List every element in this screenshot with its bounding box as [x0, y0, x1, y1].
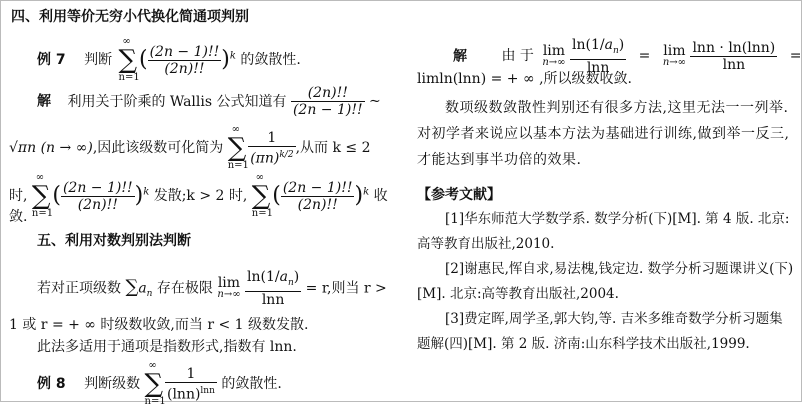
limit-symbol [217, 276, 240, 300]
fraction-one: 1 [248, 130, 295, 147]
right-fraction-1-num: $\ln(1/a_n)$ [570, 37, 626, 60]
simplified-fraction [248, 130, 295, 167]
example-8-prefix: 判断级数 [84, 376, 141, 392]
sum-lower-4: n=1 [251, 208, 273, 219]
fraction-pi-n [248, 147, 295, 167]
you-yu: 由 于 [501, 48, 534, 65]
pi-n: (πn) [250, 150, 280, 167]
wallis-fraction [148, 44, 222, 77]
sum-upper: ∞ [122, 36, 131, 47]
log-test-line-1: 若对正项级数 $\sum a_n$ 存在极限 lim n→∞ $\frac{\ln(1/a_n)}{\ln n}$ = r,则当 r > [37, 269, 387, 308]
section-heading-4: 四、利用等价无穷小代换化简通项判别 [11, 9, 249, 25]
example-7: 例 7 判断 ∞ ∑ n=1 ( $\frac{(2n - 1)!!}{(2n)!!}$ )$^k$ 的敛散性. [37, 36, 301, 83]
wallis-denominator-3: (2n)!! [297, 196, 338, 213]
right-fraction-2-den: lnn [722, 56, 746, 73]
references-title: 【参考文献】 [417, 187, 501, 203]
sum-lower-3: n=1 [31, 208, 54, 219]
solution-line-2 [9, 125, 370, 171]
sum-lower-2: n=1 [227, 160, 249, 171]
summation-5: ∞ ∑ n=1 [144, 360, 166, 407]
eq-r-text: = r,则当 r > [305, 280, 387, 297]
wallis-numerator-3: (2n − 1)!! [282, 179, 353, 196]
power-k-3: k [363, 186, 370, 198]
right-lim-text: lim [542, 43, 566, 60]
converge-tail: 收 [373, 188, 388, 204]
wallis-numerator-2: (2n − 1)!! [62, 179, 133, 196]
log-fraction [245, 269, 301, 308]
section-heading-5: 五、利用对数判别法判断 [37, 233, 191, 249]
wallis-fraction-3 [281, 180, 355, 213]
example-8-suffix: 的敛散性. [221, 376, 282, 392]
right-limit [542, 44, 565, 68]
solution-line-1 [37, 85, 381, 118]
solution-text-3: ,从而 k ≤ 2 [295, 140, 371, 156]
solution-label: 解 [37, 93, 51, 110]
sqrt-expression: √πn (n → ∞) [9, 140, 93, 156]
wallis-numerator: (2n − 1)!! [149, 43, 220, 60]
log-test-text-1: 若对正项级数 [37, 280, 121, 297]
power-k-2: k [143, 186, 150, 198]
k-over-2: k/2 [279, 149, 294, 160]
log-fraction-denominator: lnn [261, 291, 285, 308]
reference-2: [2]谢惠民,恽自求,易法槐,钱定边. 数学分析习题课讲义(下)[M]. 北京:高等教育出版社,2004. [417, 261, 794, 302]
wallis-denominator-2: (2n)!! [77, 196, 118, 213]
sum-upper-5: ∞ [148, 360, 157, 371]
sum-lower-5: n=1 [144, 396, 166, 407]
example-7-prefix: 判断 [84, 52, 113, 68]
wallis-denominator: (2n)!! [164, 60, 205, 77]
example-7-suffix: 的敛散性. [240, 52, 301, 68]
right-ln: ln [571, 37, 586, 53]
diverge-text: 发散;k > 2 时, [153, 188, 248, 204]
right-last-line: limln(lnn) = + ∞ ,所以级数收敛. [417, 71, 632, 87]
sum-upper-4: ∞ [255, 172, 264, 183]
lim-text: lim [217, 275, 241, 292]
solution-text-1: 利用关于阶乘的 Wallis 公式知道有 [67, 93, 287, 110]
ratio-denominator: (2n − 1)!! [292, 102, 363, 118]
sum-upper-2: ∞ [231, 124, 240, 135]
converge-tail-line: 敛. [9, 209, 28, 225]
right-fraction-2-num: lnn · ln(lnn) [692, 39, 776, 56]
right-fraction-1-den: lnn [586, 59, 610, 76]
summation-2: ∞ ∑ n=1 [227, 124, 249, 171]
log-test-text-2: 存在极限 [156, 280, 213, 297]
example-8 [37, 361, 282, 407]
sum-lower: n=1 [118, 72, 140, 83]
sum-upper-3: ∞ [35, 172, 45, 183]
reference-1: [1]华东师范大学数学系. 数学分析(下)[M]. 第 4 版. 北京:高等教育出版社,2010. [417, 211, 790, 252]
log-test-line-3: 此法多适用于通项是指数形式,指数有 lnn. [37, 339, 297, 355]
reference-3: [3]费定晖,周学圣,郭大钧,等. 吉米多维奇数学分析习题集题解(四)[M]. 第 2 版. 济南:山东科学技术出版社,1999. [417, 311, 783, 352]
ratio-numerator: (2n)!! [291, 85, 365, 102]
log-fraction-numerator: $\ln(1/a_n)$ [245, 269, 301, 292]
right-eq-1: = [638, 48, 651, 65]
sim-sign: ~ [369, 93, 381, 110]
wallis-ratio [291, 85, 365, 118]
summation-3: ∞ ∑ n=1 [31, 172, 54, 219]
summation: ∞ ∑ n=1 [118, 36, 140, 83]
example-8-den-base: (lnn) [166, 386, 201, 403]
right-eq-2: = [789, 48, 802, 65]
right-lim-sub: n→∞ [542, 57, 566, 69]
right-solution-label: 解 [453, 48, 467, 65]
right-lim-sub-2: n→∞ [662, 57, 686, 69]
lim-subscript: n→∞ [217, 289, 241, 301]
log-test-line-2: 1 或 r = + ∞ 时级数收敛,而当 r < 1 级数发散. [9, 317, 309, 333]
example-7-label: 例 7 [37, 52, 66, 68]
example-8-den-exp: lnn [200, 385, 215, 396]
example-8-label: 例 8 [37, 376, 66, 392]
a-n: a [138, 280, 147, 297]
power-k: k [229, 50, 236, 62]
wallis-fraction-2 [61, 180, 135, 213]
right-fraction-2 [690, 40, 777, 73]
a-n-2: a [279, 269, 288, 285]
example-8-numerator: 1 [165, 366, 217, 383]
time-text: 时, [9, 188, 28, 204]
right-a-n: a [604, 37, 613, 53]
right-lim-text-2: lim [663, 43, 686, 60]
solution-text-2: ,因此该级数可化简为 [92, 140, 224, 156]
closing-paragraph: 数项级数敛散性判别还有很多方法,这里无法一一列举.对初学者来说应以基本方法为基础进行训练,做到举一反三,才能达到事半功倍的效果. [417, 100, 790, 168]
ln-text: ln [246, 269, 261, 285]
example-8-fraction [165, 366, 217, 403]
solution-line-3: 时, ∞ ∑ n=1 ( $\frac{(2n - 1)!!}{(2n)!!}$ )$^k$ 发散;k > 2 时, ∞ ∑ n=1 ( $\frac{(2n - 1)!!}{(2n)!!}$ )$^k$ 收 [9, 172, 388, 219]
example-8-denominator [165, 383, 217, 403]
right-limit-2 [663, 44, 686, 68]
right-one: 1 [590, 37, 600, 53]
summation-4: ∞ ∑ n=1 [251, 172, 273, 219]
